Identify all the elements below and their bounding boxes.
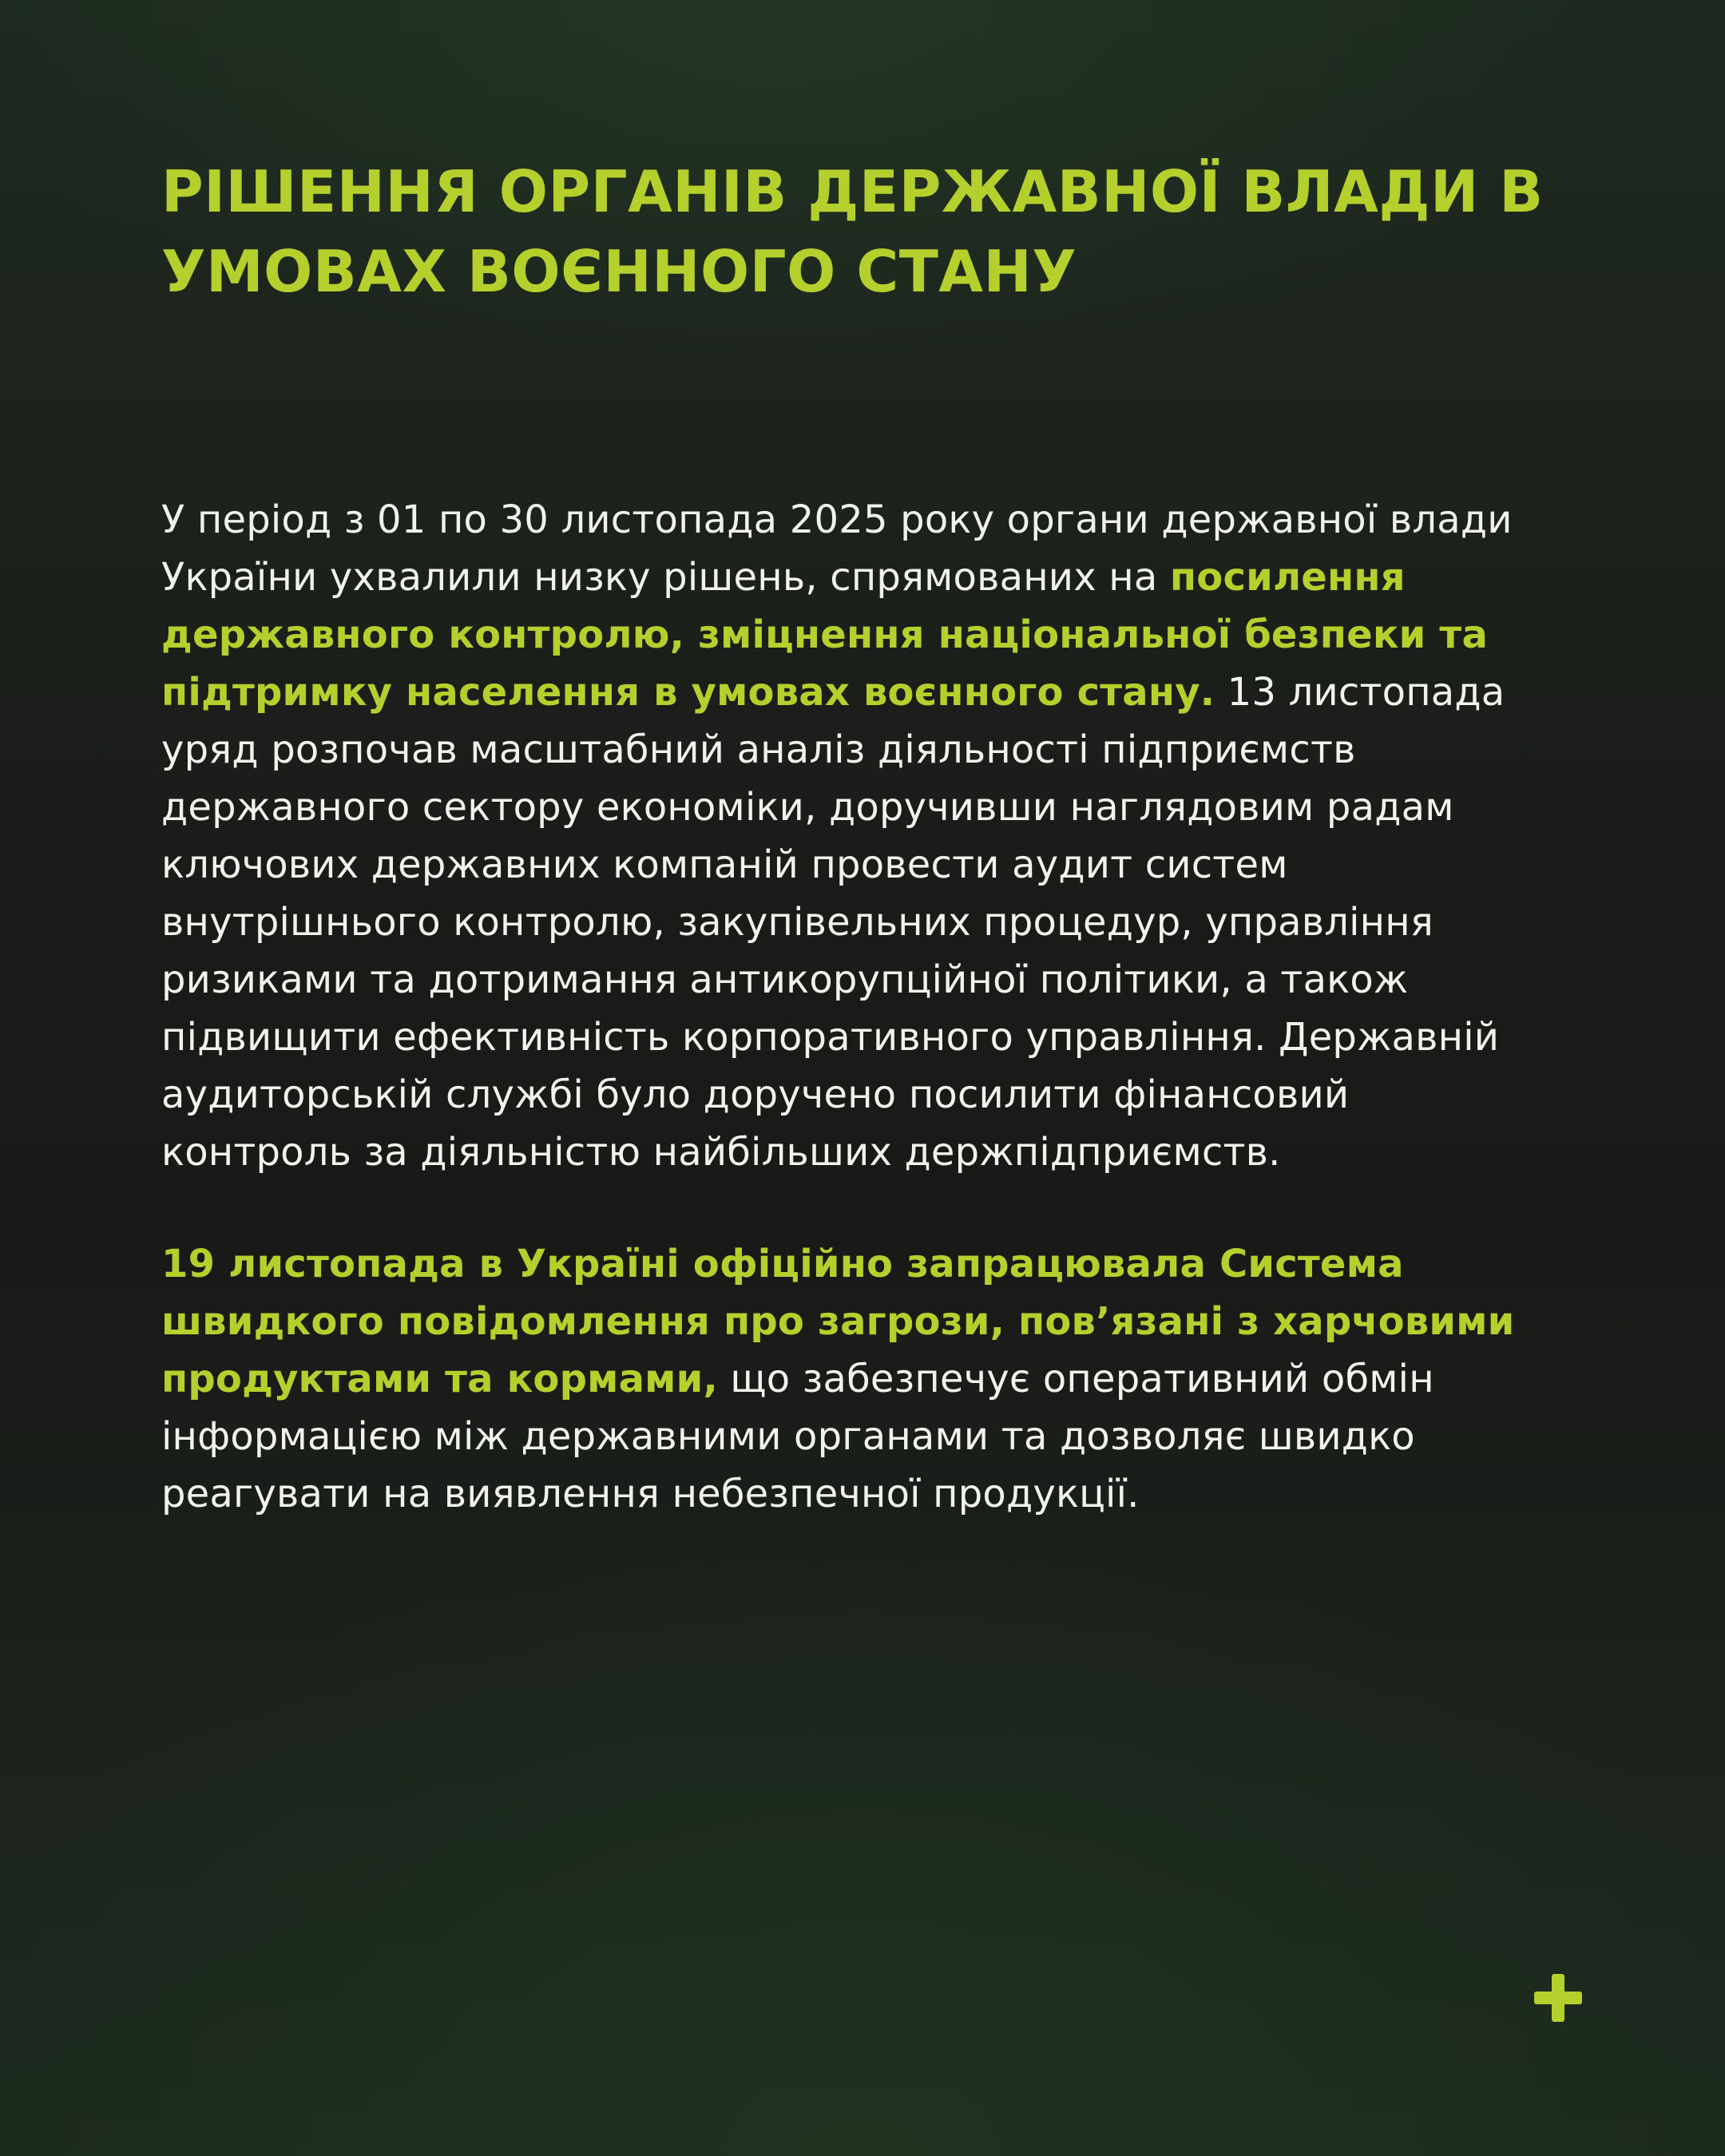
paragraph-body-text: 13 листопада уряд розпочав масштабний аналіз діяльності підприємств державного сектору економіки, доручивши наглядовим радам ключових державних компаній провести аудит систем внутрішнього контролю, закупівельних процедур, управління ризиками та дотримання антикорупційної політики, а також підвищити ефективність корпоративного управління. Державній аудиторській службі було доручено посилити фінансовий контроль за діяльністю найбільших держпідприємств. <box>161 670 1505 1175</box>
paragraph-body-text: що забезпечує оперативний обмін інформацією між державними органами та дозволяє швидко реагувати на виявлення небезпечної продукції. <box>161 1357 1434 1516</box>
plus-icon <box>1534 1974 1582 2022</box>
highlighted-text: посилення державного контролю, зміцнення національної безпеки та підтримку населення в умовах воєнного стану. <box>161 555 1489 715</box>
paragraph-intro-text: У період з 01 по 30 листопада 2025 року органи державної влади України ухвалили низку рішень, спрямованих на <box>161 497 1513 600</box>
highlighted-text: 19 листопада в Україні офіційно запрацювала Система швидкого повідомлення про загрози, пов’язані з харчовими продуктами та кормами, <box>161 1242 1515 1401</box>
paragraph-state-control <box>161 491 1519 1181</box>
page-title: РІШЕННЯ ОРГАНІВ ДЕРЖАВНОЇ ВЛАДИ В УМОВАХ ВОЄННОГО СТАНУ <box>161 158 1544 305</box>
paragraph-food-alert-system <box>161 1235 1519 1523</box>
main-content <box>161 152 1583 1523</box>
